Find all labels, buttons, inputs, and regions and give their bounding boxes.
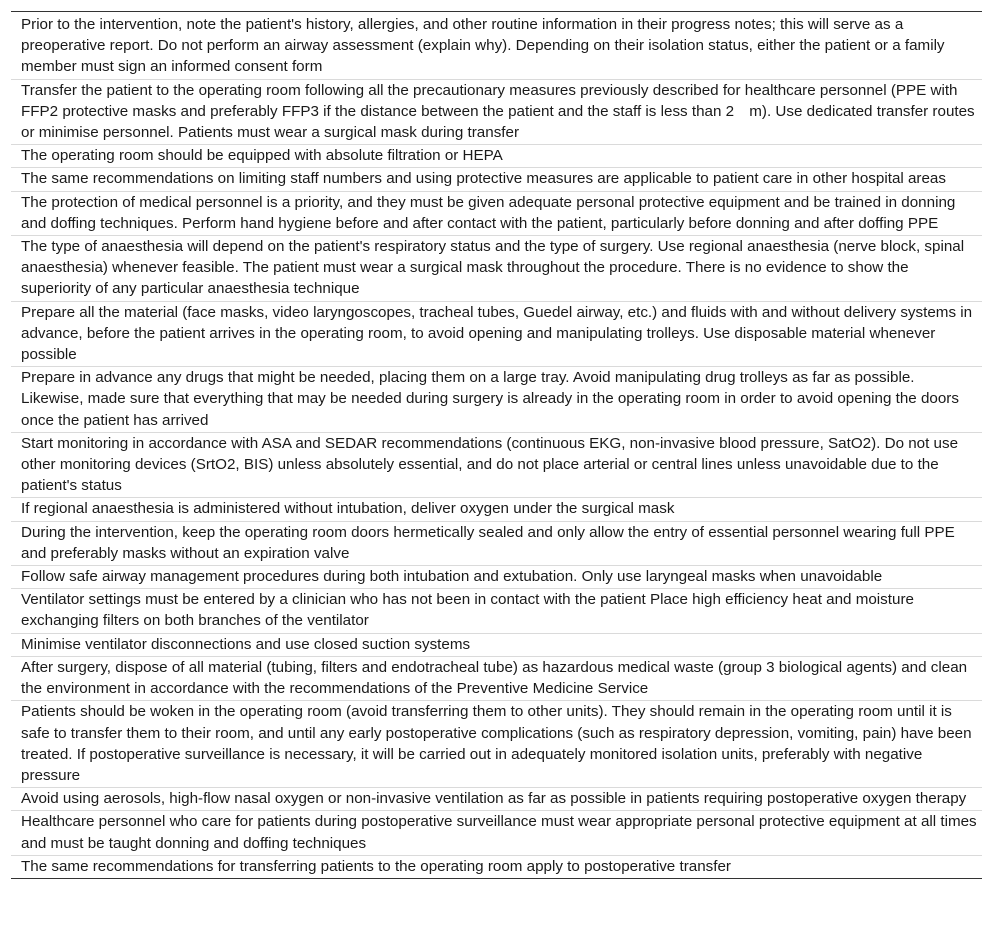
table-cell: Prepare in advance any drugs that might be needed, placing them on a large tray. Avoid manipulating drug trolleys as far as possible. Likewise, made sure that everything that may be needed during surgery is already in the operating room in order to avoid opening the doors once the patient has arrived [11,367,982,433]
table-cell: The same recommendations on limiting staff numbers and using protective measures are applicable to patient care in other hospital areas [11,168,982,191]
table-row [11,301,982,367]
table-row [11,521,982,565]
table-row [11,656,982,700]
table-row [11,701,982,788]
table-row [11,79,982,145]
table-cell: The same recommendations for transferring patients to the operating room apply to postoperative transfer [21,857,731,875]
table-row [11,566,982,589]
table-cell: Avoid using aerosols, high-flow nasal oxygen or non-invasive ventilation as far as possible in patients requiring postoperative oxygen therapy [11,788,982,811]
table-cell: Ventilator settings must be entered by a clinician who has not been in contact with the patient Place high efficiency heat and moisture exchanging filters on both branches of the ventilator [11,589,982,633]
table-cell: Prepare all the material (face masks, video laryngoscopes, tracheal tubes, Guedel airway, etc.) and fluids with and without delivery systems in advance, before the patient arrives in the operating room, to avoid opening and manipulating trolleys. Use disposable material whenever possible [11,301,982,367]
table-row [11,168,982,191]
table-cell: Follow safe airway management procedures during both intubation and extubation. Only use laryngeal masks when unavoidable [11,566,982,589]
table-cell: Prior to the intervention, note the patient's history, allergies, and other routine information in their progress notes; this will serve as a preoperative report. Do not perform an airway assessment (explain why). Depending on their isolation status, either the patient or a family member must sign an informed consent form [11,12,982,80]
table-cell: The type of anaesthesia will depend on the patient's respiratory status and the type of surgery. Use regional anaesthesia (nerve block, spinal anaesthesia) whenever feasible. The patient must wear a surgical mask throughout the procedure. There is no evidence to show the superiority of any particular anaesthesia technique [11,236,982,302]
table-cell: Minimise ventilator disconnections and use closed suction systems [11,633,982,656]
table-row [11,589,982,633]
table-row [11,811,982,855]
table-cell: The operating room should be equipped with absolute filtration or HEPA [11,145,982,168]
table-row [11,855,982,878]
table-row [11,145,982,168]
table-cell: During the intervention, keep the operating room doors hermetically sealed and only allow the entry of essential personnel wearing full PPE and preferably masks without an expiration valve [11,521,982,565]
table-cell: Start monitoring in accordance with ASA and SEDAR recommendations (continuous EKG, non-invasive blood pressure, SatO2). Do not use other monitoring devices (SrtO2, BIS) unless absolutely essential, and do not place arterial or central lines unless unavoidable due to the patient's status [11,432,982,498]
recommendations-table-container [11,11,982,879]
table-cell: After surgery, dispose of all material (tubing, filters and endotracheal tube) as hazardous medical waste (group 3 biological agents) and clean the environment in accordance with the recommendations of the Preventive Medicine Service [11,656,982,700]
recommendations-table [11,11,982,879]
table-cell: Healthcare personnel who care for patients during postoperative surveillance must wear appropriate personal protective equipment at all times and must be taught donning and doffing techniques [11,811,982,855]
table-row [11,498,982,521]
table-cell: If regional anaesthesia is administered without intubation, deliver oxygen under the surgical mask [11,498,982,521]
table-row [11,788,982,811]
table-row [11,236,982,302]
table-row [11,432,982,498]
table-cell: Patients should be woken in the operating room (avoid transferring them to other units). They should remain in the operating room until it is safe to transfer them to their room, and until any early postoperative complications (such as respiratory depression, vomiting, pain) have been treated. If postoperative surveillance is necessary, it will be carried out in adequately monitored isolation units, preferably with negative pressure [11,701,982,788]
table-cell: The protection of medical personnel is a priority, and they must be given adequate personal protective equipment and be trained in donning and doffing techniques. Perform hand hygiene before and after contact with the patient, particularly before donning and after doffing PPE [11,191,982,235]
table-row [11,191,982,235]
table-row [11,367,982,433]
table-cell: Transfer the patient to the operating room following all the precautionary measures previously described for healthcare personnel (PPE with FFP2 protective masks and preferably FFP3 if the distance between the patient and the staff is less than 2 m). Use dedicated transfer routes or minimise personnel. Patients must wear a surgical mask during transfer [11,79,982,145]
table-row [11,633,982,656]
table-row [11,12,982,80]
